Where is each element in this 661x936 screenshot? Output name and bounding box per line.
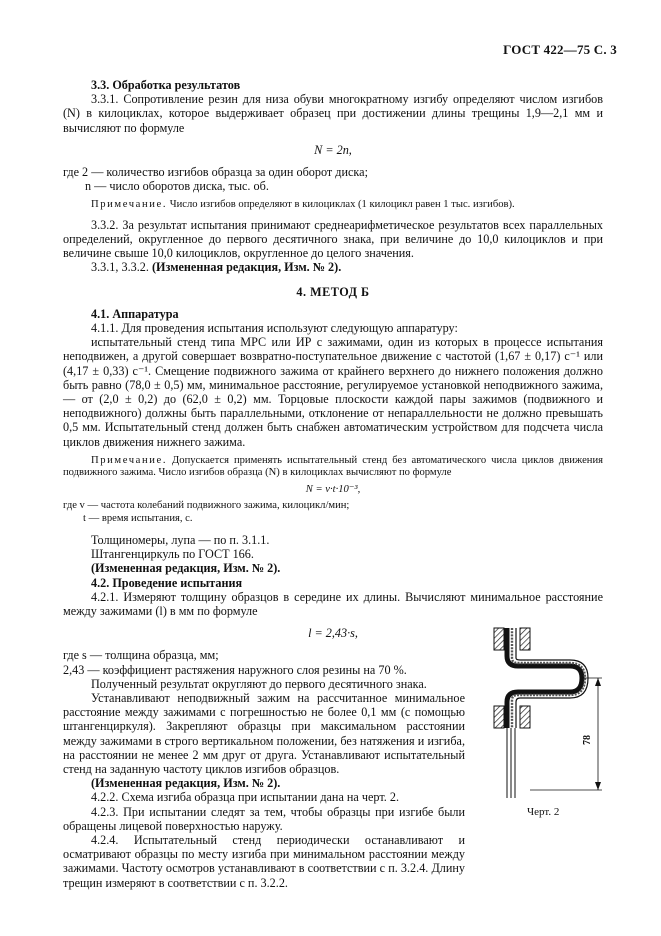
paragraph-4-2-3: 4.2.3. При испытании следят за тем, чтобы образцы при изгибе были обращены лицевой поверхностью наружу. bbox=[63, 804, 465, 833]
section-4-2-title: 4.2. Проведение испытания bbox=[91, 575, 243, 590]
where-2a: где v — частота колебаний подвижного зажима, килоцикл/мин; bbox=[63, 500, 350, 512]
paragraph-3-3-2: 3.3.2. За результат испытания принимают среднеарифметическое результатов всех параллельных определений, округленное до первого десятичного знака, при величине до 10,0 килоциклов и при величине свыше 10,0 килоциклов, округленное до целого значения. bbox=[63, 217, 603, 261]
section-4-1-title: 4.1. Аппаратура bbox=[91, 306, 179, 321]
paragraph-4-2-4: 4.2.4. Испытательный стенд периодически останавливают и осматривают образцы по месту изгиба при минимальном расстоянии между зажимами. Частоту осмотров устанавливают в соответствии с п. 3.2.4. Длину трещин измеряют в соответствии с п. 3.2.2. bbox=[63, 832, 465, 890]
where-2b: t — время испытания, с. bbox=[83, 512, 193, 524]
formula-1: N = 2n, bbox=[314, 142, 352, 157]
page-header: ГОСТ 422—75 С. 3 bbox=[503, 42, 617, 57]
note-2-label: Примечание. bbox=[91, 454, 168, 466]
dimension-label: 78 bbox=[582, 735, 593, 745]
upper-clamp-left bbox=[494, 628, 504, 650]
install-text: Устанавливают неподвижный зажим на рассчитанное минимальное расстояние между зажимами с погрешностью не более 0,1 мм (с помощью штангенциркуля). Закрепляют образцы при максимальном расстоянии между зажимами в строго вертикальном положении, без натяжения и изгиба, на расстоянии не менее 2 мм друг от друга. Устанавливают испытательный стенд на заданную частоту циклов изгибов образцов. bbox=[63, 690, 465, 776]
lower-clamp-right bbox=[520, 706, 530, 728]
tools-2: Штангенциркуль по ГОСТ 166. bbox=[91, 547, 254, 562]
paragraph-4-2-1: 4.2.1. Измеряют толщину образцов в середине их длины. Вычисляют минимальное расстояние между зажимами (l) в мм по формуле bbox=[63, 589, 603, 618]
upper-clamp-right bbox=[520, 628, 530, 650]
paragraph-4-1-1-text: испытательный стенд типа МРС или ИР с зажимами, один из которых в процессе испытания неподвижен, а другой совершает возвратно-поступательное движение с частотой (1,67 ± 0,17) с⁻¹ или (4,17 ± 0,33) с⁻¹. Смещение подвижного зажима от крайнего верхнего до нижнего положения должно быть равно (78,0 ± 0,5) мм, минимальное расстояние, регулируемое установкой неподвижного зажима, — от (2,0 ± 0,2) до (62,0 ± 0,2) мм. Торцовые плоскости каждой пары зажимов (подвижного и неподвижного) должны быть параллельными, отклонение от непараллельности не должно превышать 0,5 мм. Испытательный стенд должен быть снабжен автоматическим устройством для подсчета числа циклов движения нижнего зажима. bbox=[63, 335, 603, 449]
edition-label: (Измененная редакция, Изм. № 2). bbox=[151, 260, 342, 275]
specimen-outer bbox=[507, 628, 582, 728]
figure-caption: Черт. 2 bbox=[527, 806, 560, 818]
text-left-of-figure bbox=[63, 677, 465, 890]
section-3-3-title: 3.3. Обработка результатов bbox=[91, 78, 241, 92]
where-1b: n — число оборотов диска, тыс. об. bbox=[85, 179, 269, 194]
note-2 bbox=[63, 455, 603, 480]
paragraph-3-3-1: 3.3.1. Сопротивление резин для низа обуви многократному изгибу определяют числом изгибов (N) в килоциклах, которое выдерживает образец при достижении длины трещины 1,9—2,1 мм и вычисляют по формуле bbox=[63, 92, 603, 135]
paragraph-4-1-1: 4.1.1. Для проведения испытания используют следующую аппаратуру: bbox=[91, 321, 458, 336]
note-1-text: Число изгибов определяют в килоциклах (1 килоцикл равен 1 тыс. изгибов). bbox=[167, 199, 515, 211]
rounding-text: Полученный результат округляют до первого десятичного знака. bbox=[91, 676, 427, 691]
note-2-text: Допускается применять испытательный стенд без автоматического числа циклов движения подвижного зажима. Число изгибов образца (N) в килоциклах вычисляют по формуле bbox=[63, 454, 603, 479]
method-b-title: 4. МЕТОД Б bbox=[296, 284, 370, 299]
note-1 bbox=[63, 199, 603, 211]
lower-clamp-left bbox=[494, 706, 504, 728]
edition-note-4-1: (Измененная редакция, Изм. № 2). bbox=[91, 561, 281, 576]
where-3a: где s — толщина образца, мм; bbox=[63, 648, 219, 663]
ref-3-3-1-3-3-2: 3.3.1, 3.3.2. bbox=[91, 260, 152, 275]
bending-scheme-figure bbox=[478, 620, 618, 820]
formula-3: l = 2,43·s, bbox=[308, 626, 358, 641]
edition-note-3 bbox=[63, 260, 603, 274]
tools-1: Толщиномеры, лупа — по п. 3.1.1. bbox=[91, 532, 270, 547]
where-3b: 2,43 — коэффициент растяжения наружного слоя резины на 70 %. bbox=[63, 662, 407, 677]
edition-note-4-2: (Измененная редакция, Изм. № 2). bbox=[91, 776, 281, 791]
note-1-label: Примечание. bbox=[91, 199, 168, 211]
where-1a: где 2 — количество изгибов образца за один оборот диска; bbox=[63, 165, 368, 180]
paragraph-4-2-2: 4.2.2. Схема изгиба образца при испытании дана на черт. 2. bbox=[91, 790, 399, 805]
formula-2: N = v·t·10⁻³, bbox=[305, 483, 361, 495]
